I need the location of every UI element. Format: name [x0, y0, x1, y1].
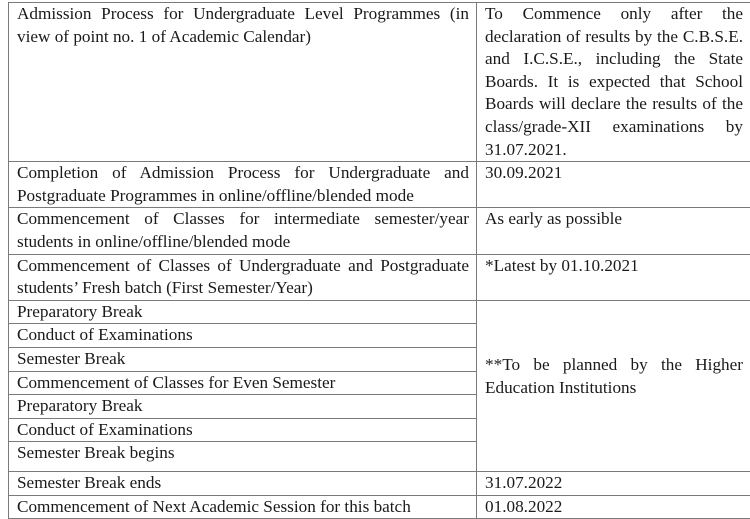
timeline-cell-merged: **To be planned by the Higher Education Institutions	[477, 300, 750, 472]
table-row	[9, 3, 750, 162]
activity-cell: Semester Break	[9, 347, 477, 371]
activity-cell: Semester Break ends	[9, 472, 477, 496]
activity-cell: Commencement of Classes for Even Semester	[9, 371, 477, 395]
activity-cell: Commencement of Next Academic Session for this batch	[9, 495, 477, 519]
table-row	[9, 162, 750, 208]
table-row	[9, 300, 750, 324]
timeline-cell: As early as possible	[477, 208, 750, 254]
activity-cell: Completion of Admission Process for Undergraduate and Postgraduate Programmes in online/offline/blended mode	[9, 162, 477, 208]
activity-cell: Conduct of Examinations	[9, 418, 477, 442]
activity-cell: Admission Process for Undergraduate Level Programmes (in view of point no. 1 of Academic Calendar)	[9, 3, 477, 162]
activity-cell: Preparatory Break	[9, 395, 477, 419]
academic-calendar-table	[8, 2, 750, 519]
table-row	[9, 208, 750, 254]
timeline-cell: To Commence only after the declaration of results by the C.B.S.E. and I.C.S.E., including the State Boards. It is expected that School Boards will declare the results of the class/grade-XII examinations by 31.07.2021.	[477, 3, 750, 162]
activity-cell: Conduct of Examinations	[9, 324, 477, 348]
timeline-cell: 01.08.2022	[477, 495, 750, 519]
activity-cell: Semester Break begins	[9, 442, 477, 472]
table-row	[9, 495, 750, 519]
timeline-cell: 30.09.2021	[477, 162, 750, 208]
activity-cell: Commencement of Classes for intermediate semester/year students in online/offline/blended mode	[9, 208, 477, 254]
activity-cell: Commencement of Classes of Undergraduate and Postgraduate students’ Fresh batch (First Semester/Year)	[9, 254, 477, 300]
activity-cell: Preparatory Break	[9, 300, 477, 324]
timeline-cell: *Latest by 01.10.2021	[477, 254, 750, 300]
timeline-cell: 31.07.2022	[477, 472, 750, 496]
table-row	[9, 254, 750, 300]
table-row	[9, 472, 750, 496]
